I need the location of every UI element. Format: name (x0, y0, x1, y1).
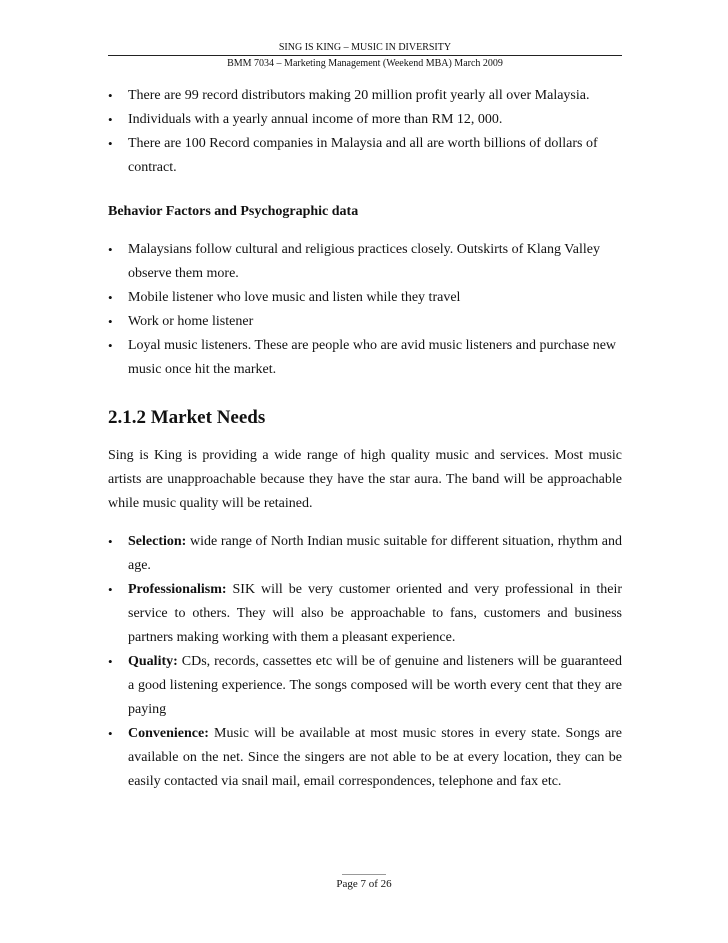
item-term: Professionalism: (128, 582, 227, 597)
item-term: Selection: (128, 534, 187, 549)
bullet-icon: • (108, 654, 113, 669)
list-item: • Malaysians follow cultural and religious practices closely. Outskirts of Klang Valley observe them more. (108, 238, 622, 286)
bullet-icon: • (108, 242, 113, 257)
list-item: • Professionalism: SIK will be very customer oriented and very professional in their service to others. They will also be approachable to fans, customers and business partners making working with them a pleasant experience. (108, 578, 622, 650)
page-footer (0, 874, 728, 890)
list-item: • Work or home listener (108, 310, 622, 334)
market-needs-list (108, 530, 622, 794)
list-item: • There are 99 record distributors making 20 million profit yearly all over Malaysia. (108, 84, 622, 108)
header-subtitle: BMM 7034 – Marketing Management (Weekend MBA) March 2009 (227, 58, 503, 69)
bullet-icon: • (108, 534, 113, 549)
bullet-icon: • (108, 136, 113, 151)
behavior-heading: Behavior Factors and Psychographic data (108, 204, 359, 219)
list-item: • Mobile listener who love music and listen while they travel (108, 286, 622, 310)
item-term: Quality: (128, 654, 178, 669)
list-item: • Selection: wide range of North Indian music suitable for different situation, rhythm and age. (108, 530, 622, 578)
bullet-icon: • (108, 338, 113, 353)
bullet-icon: • (108, 726, 113, 741)
page-content (108, 84, 622, 794)
list-item: • Loyal music listeners. These are people who are avid music listeners and purchase new music once hit the market. (108, 334, 622, 382)
bullet-icon: • (108, 290, 113, 305)
page-number: Page 7 of 26 (336, 878, 392, 890)
bullet-icon: • (108, 314, 113, 329)
bullet-icon: • (108, 88, 113, 103)
bullet-icon: • (108, 112, 113, 127)
header-rule (108, 55, 622, 56)
list-item: • Quality: CDs, records, cassettes etc will be of genuine and listeners will be guaranteed a good listening experience. The songs composed will be worth every cent that they are paying (108, 650, 622, 722)
list-item: • There are 100 Record companies in Malaysia and all are worth billions of dollars of contract. (108, 132, 622, 180)
footer-rule (342, 874, 386, 875)
bullet-icon: • (108, 582, 113, 597)
behavior-list (108, 238, 622, 382)
market-needs-intro: Sing is King is providing a wide range of high quality music and services. Most music artists are unapproachable because they have the star aura. The band will be approachable while music quality will be retained. (108, 448, 622, 511)
list-item: • Individuals with a yearly annual income of more than RM 12, 000. (108, 108, 622, 132)
item-term: Convenience: (128, 726, 209, 741)
header-title: SING IS KING – MUSIC IN DIVERSITY (278, 42, 452, 53)
page-header (108, 42, 622, 70)
list-item: • Convenience: Music will be available at most music stores in every state. Songs are available on the net. Since the singers are not able to be at every location, they can be easily contacted via snail mail, email correspondences, telephone and fax etc. (108, 722, 622, 794)
section-title: 2.1.2 Market Needs (108, 407, 266, 428)
statistics-list (108, 84, 622, 180)
